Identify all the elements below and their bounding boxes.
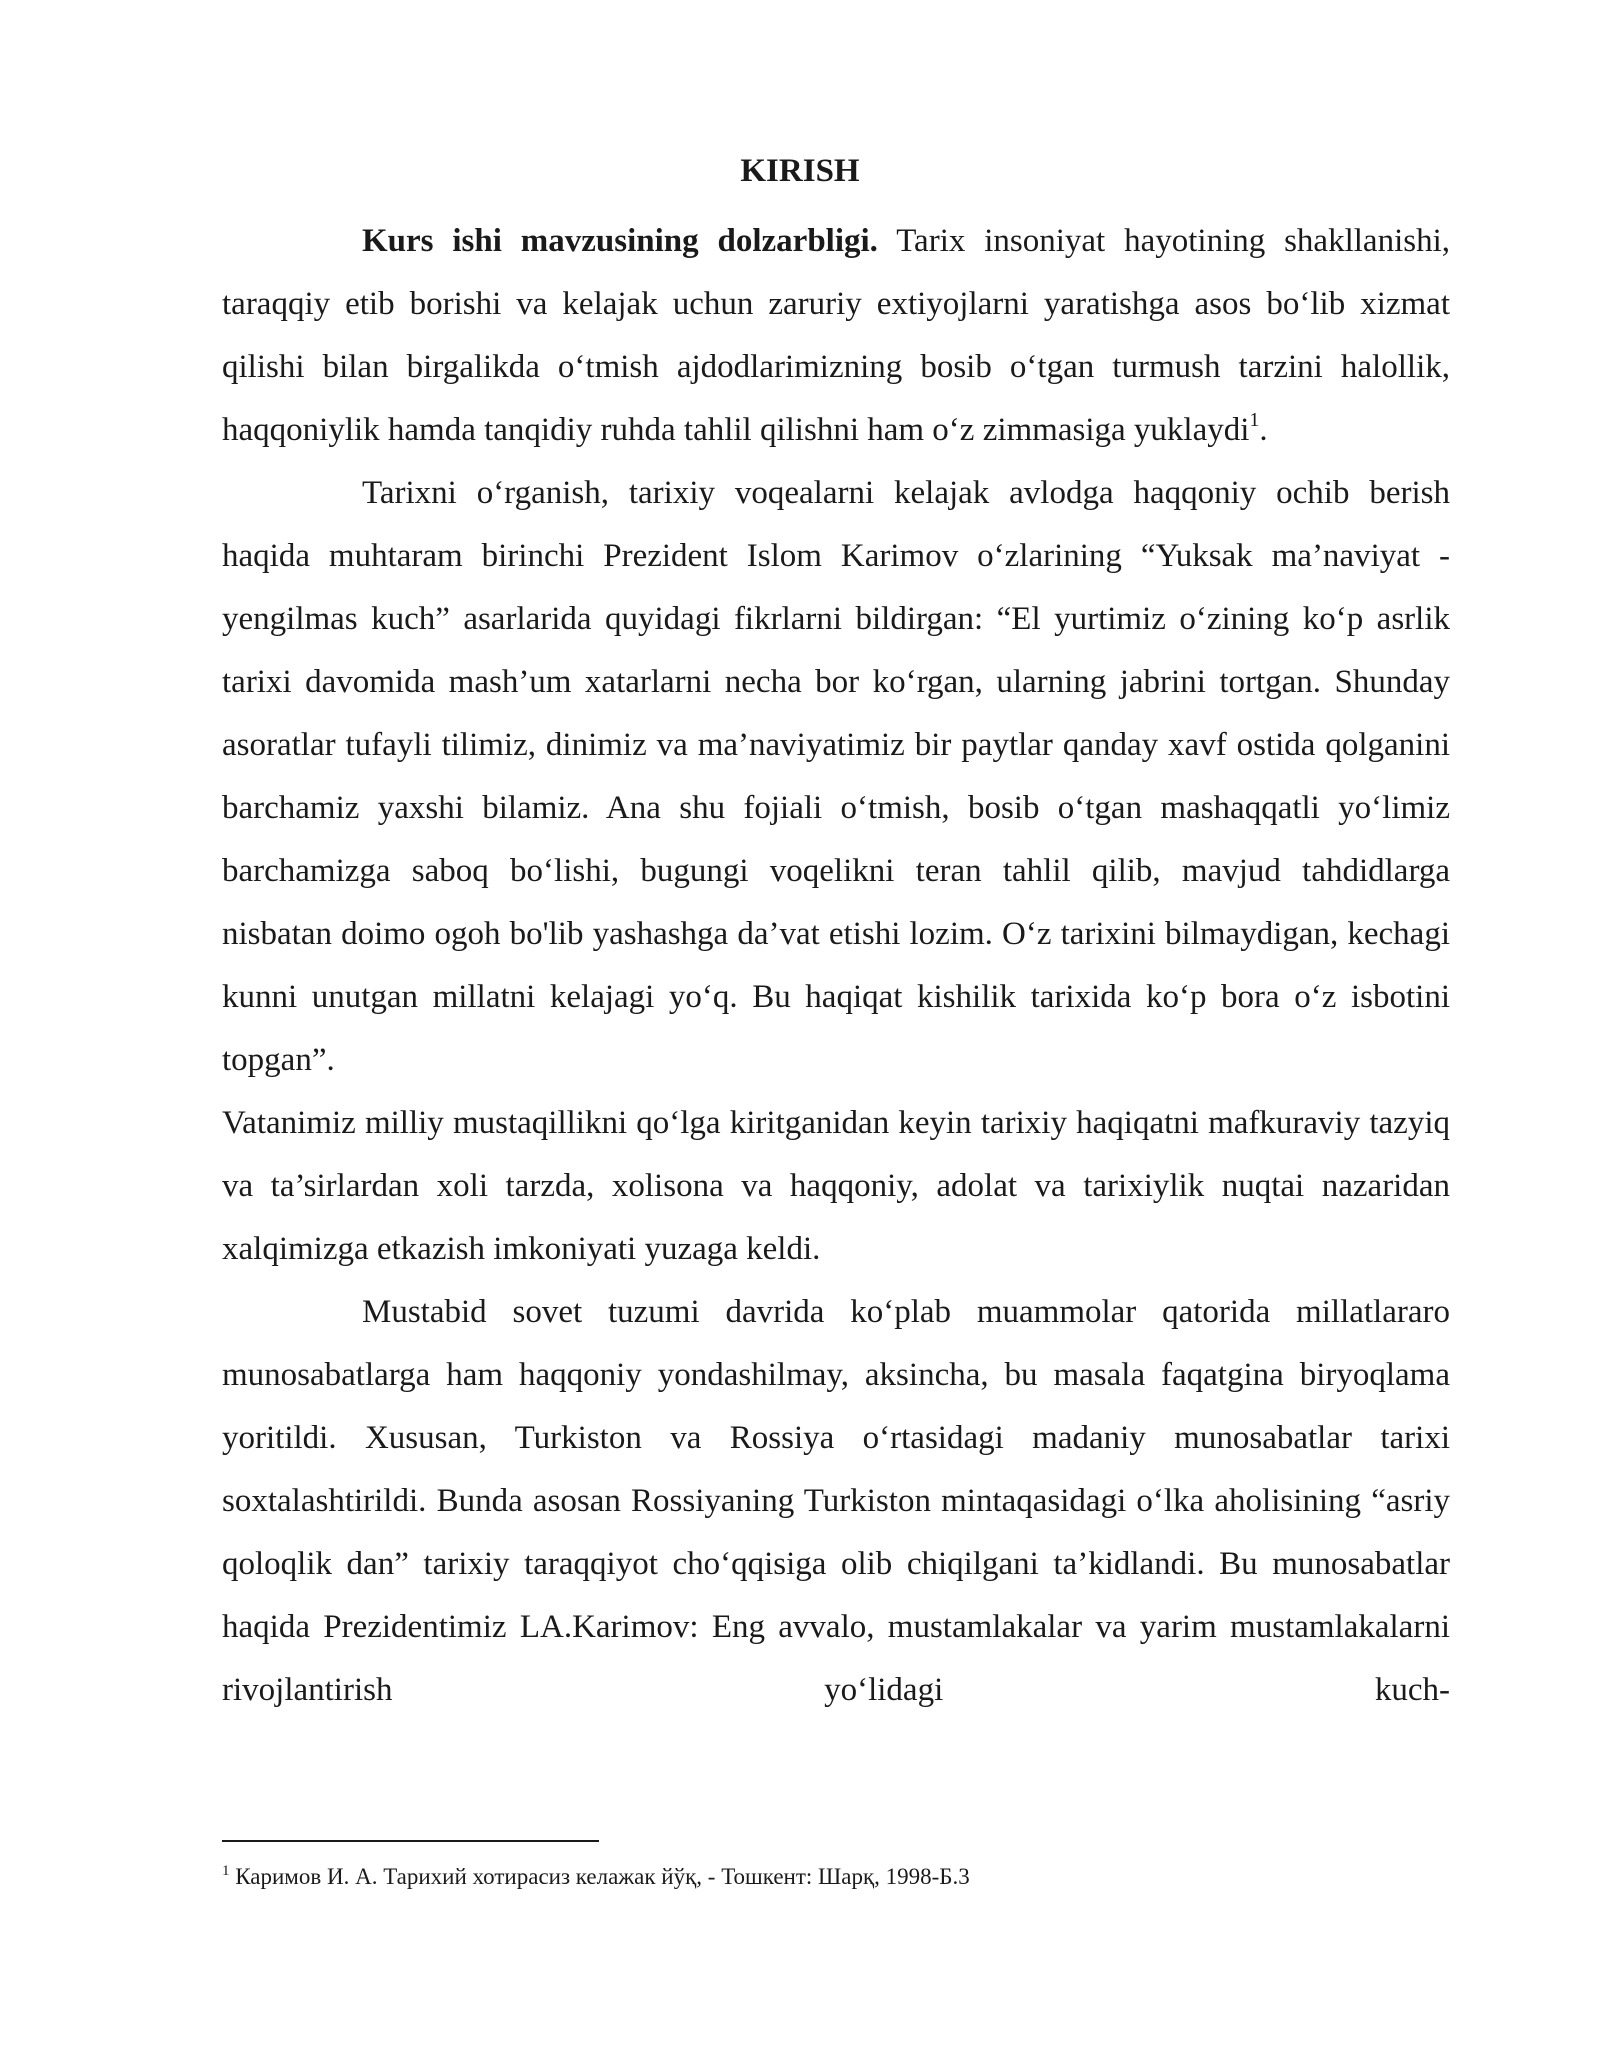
paragraph-relevance xyxy=(222,210,1450,462)
footnote-separator xyxy=(222,1840,599,1842)
footnote-mark: 1 xyxy=(222,1863,230,1879)
paragraph-end: . xyxy=(1259,412,1268,448)
body-text xyxy=(222,210,1450,1722)
footnote-reference[interactable]: 1 xyxy=(1249,409,1260,431)
paragraph-karimov-quote: Tarixni o‘rganish, tarixiy voqealarni kelajak avlodga haqqoniy ochib berish haqida muhtaram birinchi Prezident Islom Karimov o‘zlarining “Yuksak ma’naviyat - yengilmas kuch” asarlarida quyidagi fikrlarni bildirgan: “El yurtimiz o‘zining ko‘p asrlik tarixi davomida mash’um xatarlarni necha bor ko‘rgan, ularning jabrini tortgan. Shunday asoratlar tufayli tilimiz, dinimiz va ma’naviyatimiz bir paytlar qanday xavf ostida qolganini barchamiz yaxshi bilamiz. Ana shu fojiali o‘tmish, bosib o‘tgan mashaqqatli yo‘limiz barchamizga saboq bo‘lishi, bugungi voqelikni teran tahlil qilib, mavjud tahdidlarga nisbatan doimo ogoh bo'lib yashashga da’vat etishi lozim. O‘z tarixini bilmaydigan, kechagi kunni unutgan millatni kelajagi yo‘q. Bu haqiqat kishilik tarixida ko‘p bora o‘z isbotini topgan”. xyxy=(222,475,1450,1078)
paragraph-text: Tarix insoniyat hayotining shakllanishi, taraqqiy etib borishi va kelajak uchun zaruriy extiyojlarni yaratishga asos bo‘lib xizmat qilishi bilan birgalikda o‘tmish ajdodlarimizning bosib o‘tgan turmush tarzini halollik, haqqoniylik hamda tanqidiy ruhda tahlil qilishni ham o‘z zimmasiga yuklaydi xyxy=(222,223,1450,448)
footnote xyxy=(222,1862,1450,1892)
footnote-text: Каримов И. А. Тарихий хотирасиз келажак йўқ, - Тошкент: Шарқ, 1998-Б.3 xyxy=(229,1864,970,1889)
paragraph-soviet-period: Mustabid sovet tuzumi davrida ko‘plab muammolar qatorida millatlararo munosabatlarga ham haqqoniy yondashilmay, aksincha, bu masala faqatgina biryoqlama yoritildi. Xususan, Turkiston va Rossiya o‘rtasidagi madaniy munosabatlar tarixi soxtalashtirildi. Bunda asosan Rossiyaning Turkiston mintaqasidagi o‘lka aholisining “asriy qoloqlik dan” tarixiy taraqqiyot cho‘qqisiga olib chiqilgani ta’kidlandi. Bu munosabatlar haqida Prezidentimiz LA.Karimov: Eng avvalo, mustamlakalar va yarim mustamlakalarni rivojlantirish yo‘lidagi kuch- xyxy=(222,1294,1450,1708)
paragraph-independence: Vatanimiz milliy mustaqillikni qo‘lga kiritganidan keyin tarixiy haqiqatni mafkuraviy tazyiq va ta’sirlardan xoli tarzda, xolisona va haqqoniy, adolat va tarixiylik nuqtai nazaridan xalqimizga etkazish imkoniyati yuzaga keldi. xyxy=(222,1105,1450,1267)
page-title: KIRISH xyxy=(740,153,860,189)
paragraph-lead: Kurs ishi mavzusining dolzarbligi. xyxy=(362,223,878,259)
